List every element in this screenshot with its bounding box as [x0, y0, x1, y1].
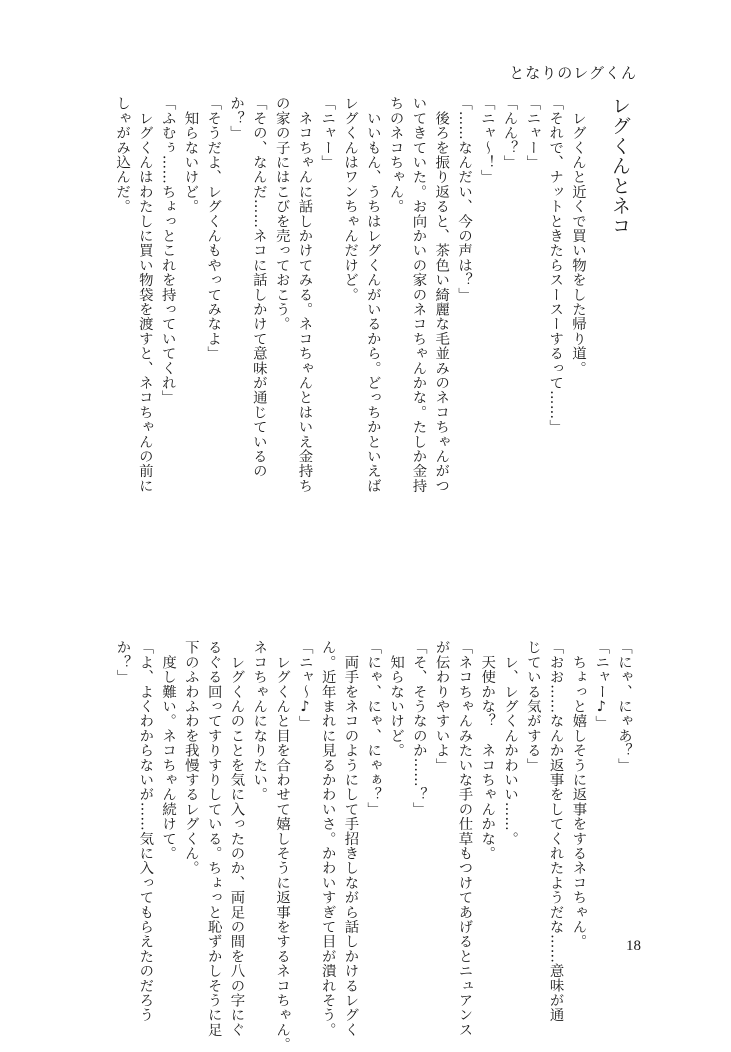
text-line: 下のふわふわを我慢するレグくん。 — [182, 640, 199, 876]
text-line: 「ニャ〜♪」 — [296, 640, 313, 730]
text-line: 「ニャー♪」 — [593, 640, 610, 730]
text-line: 「……なんだい、今の声は？」 — [456, 96, 473, 302]
upper-text-block — [114, 96, 637, 524]
text-line: レグくんと近くで買い物をした帰り道。 — [570, 96, 586, 376]
text-line: 「よ、よくわからないが……気に入ってもらえたのだろう — [137, 640, 154, 1023]
text-line: しゃがみ込んだ。 — [114, 96, 131, 214]
text-line: か？」 — [228, 96, 245, 141]
text-line: レグくんと目を合わせて嬉しそうに返事をするネコちゃん。 — [274, 640, 291, 1052]
text-line: ネコちゃんに話しかけてみる。ネコちゃんとはいえ金持ち — [296, 96, 313, 493]
page-number: 18 — [626, 938, 641, 954]
text-line: ん。近年まれに見るかわいさ。かわいすぎて目が潰れそう。 — [319, 640, 336, 1037]
text-line: 知らないけど。 — [388, 640, 405, 758]
text-line: 両手をネコのようにして手招きしながら話しかけるレグく — [342, 640, 359, 1037]
text-line: いいもん、うちはレグくんがいるから。どっちかといえば — [364, 96, 381, 493]
text-line: 「おお……なんか返事をしてくれたようだな……意味が通 — [547, 640, 564, 1023]
text-line: じている気がする」 — [524, 640, 541, 773]
text-line: 「にゃ、にゃあ？」 — [616, 640, 632, 773]
chapter-title: レグくんとネコ — [609, 96, 631, 236]
text-line: 「ニャー」 — [524, 96, 541, 170]
text-line: レグくんのことを気に入ったのか、両足の間を八の字にぐ — [228, 640, 245, 1037]
text-line: 知らないけど。 — [182, 96, 199, 214]
text-line: レ、レグくんかわいい……。 — [502, 640, 519, 846]
text-line: の家の子にはこびを売っておこう。 — [273, 96, 290, 332]
text-line: 度し難い。ネコちゃん続けて。 — [160, 640, 177, 861]
text-line: 後ろを振り返ると、茶色い綺麗な毛並みのネコちゃんがつ — [433, 96, 450, 493]
text-line: 「ネコちゃんみたいな手の仕草もつけてあげるとニュアンス — [456, 640, 473, 1037]
text-line: るぐる回ってすりすりしている。ちょっと恥ずかしそうに足 — [205, 640, 222, 1037]
text-line: 「にゃ、にゃ、にゃぁ？」 — [365, 640, 382, 817]
text-line: 「そうだよ、レグくんもやってみなよ」 — [205, 96, 222, 361]
text-line: 「そ、そうなのか……？」 — [410, 640, 427, 817]
text-line: ちょっと嬉しそうに返事をするネコちゃん。 — [570, 640, 587, 949]
text-line: レグくんはワンちゃんだけど。 — [342, 96, 359, 302]
text-line: 天使かな？ ネコちゃんかな。 — [479, 640, 496, 861]
text-line: 「ニャー」 — [319, 96, 336, 170]
text-line: レグくんはわたしに買い物袋を渡すと、ネコちゃんの前に — [136, 96, 153, 493]
text-line: 「んん？」 — [501, 96, 518, 170]
text-line: 「それで、ナットときたらスースーするって……」 — [547, 96, 564, 435]
text-line: が伝わりやすいよ」 — [433, 640, 450, 773]
text-line: 「ニャ〜！」 — [478, 96, 495, 185]
text-line: 「ふむぅ……ちょっとこれを持っていてくれ」 — [159, 96, 176, 405]
running-title: となりのレグくん — [509, 64, 637, 82]
text-line: ネコちゃんになりたい。 — [251, 640, 268, 802]
text-line: いてきていた。お向かいの家のネコちゃんかな。たしか金持 — [410, 96, 427, 493]
text-line: ちのネコちゃん。 — [387, 96, 404, 214]
text-line: か？」 — [114, 640, 131, 685]
text-line: 「その、なんだ……ネコに話しかけて意味が通じているの — [250, 96, 267, 479]
